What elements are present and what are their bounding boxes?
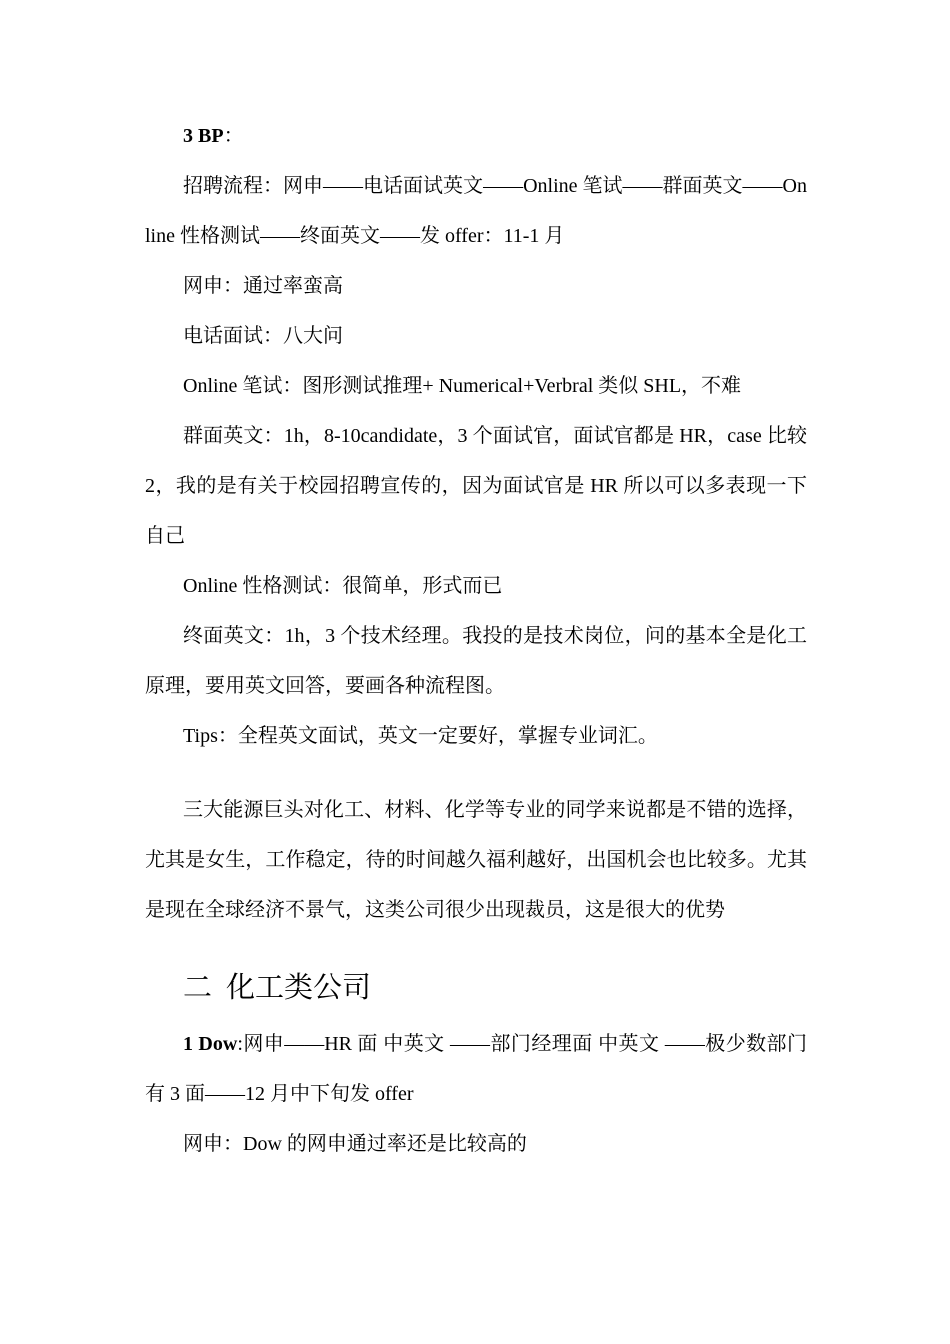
bp-final-interview: 终面英文：1h，3 个技术经理。我投的是技术岗位，问的基本全是化工原理，要用英文回答，要画各种流程图。 [145, 625, 807, 697]
dow-online-application: 网申：Dow 的网申通过率还是比较高的 [183, 1133, 527, 1155]
energy-summary: 三大能源巨头对化工、材料、化学等专业的同学来说都是不错的选择，尤其是女生，工作稳定，待的时间越久福利越好，出国机会也比较多。尤其是现在全球经济不景气，这类公司很少出现裁员，这是很大的优势 [145, 799, 807, 921]
section-number: 二 [183, 972, 213, 1004]
bp-online-application: 网申：通过率蛮高 [183, 275, 343, 297]
bp-heading [145, 111, 807, 161]
bp-recruit-process: 招聘流程：网申——电话面试英文——Online 笔试——群面英文——Online 性格测试——终面英文——发 offer：11-1 月 [145, 175, 807, 247]
dow-process [145, 1019, 807, 1119]
section-title: 化工类公司 [226, 972, 372, 1004]
bp-personality-test: Online 性格测试：很简单，形式而已 [183, 575, 503, 597]
bp-tips: Tips：全程英文面试，英文一定要好，掌握专业词汇。 [183, 725, 658, 747]
bp-title: 3 BP [183, 125, 224, 147]
bp-group-interview: 群面英文：1h，8-10candidate，3 个面试官，面试官都是 HR，case 比较 2，我的是有关于校园招聘宣传的，因为面试官是 HR 所以可以多表现一下自己 [145, 425, 807, 547]
dow-title: 1 Dow [183, 1033, 238, 1055]
paragraph-gap [145, 935, 807, 957]
bp-phone-interview: 电话面试：八大问 [183, 325, 343, 347]
bp-online-test: Online 笔试：图形测试推理+ Numerical+Verbral 类似 SHL，不难 [183, 375, 742, 397]
bp-title-colon: ： [223, 125, 244, 147]
document-body [145, 111, 807, 1169]
paragraph-gap [145, 761, 807, 785]
dow-process-text: :网申——HR 面 中英文 ——部门经理面 中英文 ——极少数部门有 3 面——12 月中下旬发 offer [145, 1033, 807, 1105]
section-heading-chemical [145, 957, 807, 1019]
